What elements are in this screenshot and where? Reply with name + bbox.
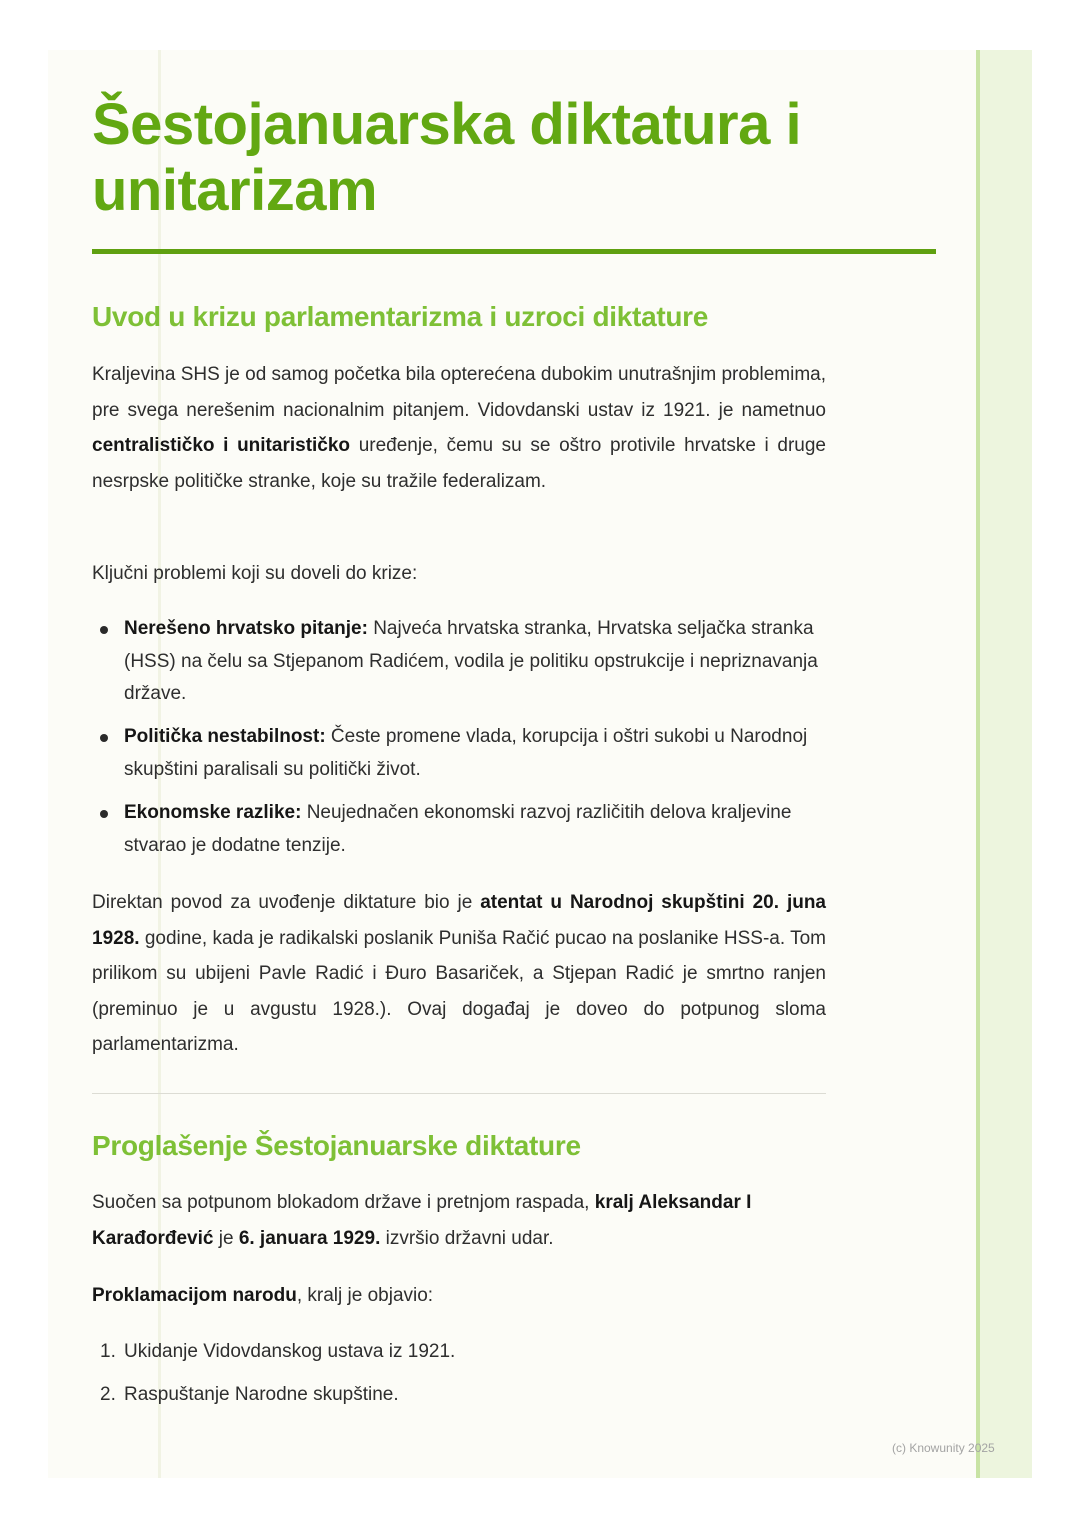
side-bar	[976, 50, 1032, 1478]
bullet-text: Neujednačen ekonomski razvoj različitih delova kraljevine stvarao je dodatne tenzije.	[124, 802, 792, 856]
list-item: Ukidanje Vidovdanskog ustava iz 1921.	[124, 1341, 456, 1362]
bullet-text: Česte promene vlada, korupcija i oštri sukobi u Narodnoj skupštini paralisali su politički život.	[124, 726, 808, 780]
bold-run: 6. januara 1929.	[238, 1227, 381, 1249]
bullet-dot	[100, 626, 108, 634]
copyright-footer: (c) Knowunity 2025	[892, 1441, 995, 1455]
bold-run: kralj Aleksandar I Karađorđević	[92, 1192, 752, 1249]
bullet-item	[124, 613, 828, 711]
coup-paragraph	[92, 1185, 826, 1256]
title-underline	[92, 249, 936, 254]
bullet-text: Najveća hrvatska stranka, Hrvatska seljačka stranka (HSS) na čelu sa Stjepanom Radićem, vodila je politiku opstrukcije i nepriznavanja države.	[124, 618, 818, 704]
text-run: uređenje, čemu su se oštro protivile hrvatske i druge nesrpske političke stranke, koje su tražile federalizam.	[92, 435, 826, 492]
list-item: Raspuštanje Narodne skupštine.	[124, 1384, 399, 1405]
bullet-label: Politička nestabilnost:	[124, 726, 326, 747]
bold-run: atentat u Narodnoj skupštini 20. juna 1928.	[92, 892, 827, 949]
side-bar-line	[976, 50, 980, 1478]
text-run: je	[213, 1227, 239, 1249]
page-title: Šestojanuarska diktatura i unitarizam	[92, 92, 802, 223]
section-heading-intro: Uvod u krizu parlamentarizma i uzroci diktature	[92, 301, 709, 332]
bold-run: centralističko i unitarističko	[92, 435, 351, 456]
bullet-label: Ekonomske razlike:	[124, 802, 302, 823]
list-number: 1.	[100, 1341, 116, 1362]
text-run: Direktan povod za uvođenje diktature bio je	[92, 892, 481, 913]
assassination-paragraph	[92, 885, 826, 1063]
text-run: , kralj je objavio:	[296, 1285, 434, 1306]
bullet-item	[124, 721, 828, 786]
section-divider	[92, 1093, 826, 1094]
problems-lead: Ključni problemi koji su doveli do krize:	[92, 563, 418, 584]
list-number: 2.	[100, 1384, 116, 1405]
bullet-label: Nerešeno hrvatsko pitanje:	[124, 618, 368, 639]
bullet-item	[124, 797, 828, 862]
section-heading-proclamation: Proglašenje Šestojanuarske diktature	[92, 1130, 581, 1161]
bold-run: Proklamacijom narodu	[92, 1285, 297, 1306]
text-run: Suočen sa potpunom blokadom države i pretnjom raspada,	[92, 1192, 595, 1213]
intro-paragraph	[92, 357, 826, 499]
text-run: izvršio državni udar.	[380, 1227, 554, 1249]
proclamation-lead	[92, 1278, 826, 1314]
bullet-dot	[100, 810, 108, 818]
text-run: godine, kada je radikalski poslanik Puniša Račić pucao na poslanike HSS-a. Tom prilikom su ubijeni Pavle Radić i Đuro Basariček, a Stjepan Radić je smrtno ranjen (preminuo je u avgustu 1928.). Ovaj događaj je doveo do potpunog sloma parlamentarizma.	[92, 927, 826, 1055]
bullet-dot	[100, 734, 108, 742]
text-run: Kraljevina SHS je od samog početka bila opterećena dubokim unutrašnjim problemima, pre svega nerešenim nacionalnim pitanjem. Vidovdanski ustav iz 1921. je nametnuo	[92, 364, 826, 421]
